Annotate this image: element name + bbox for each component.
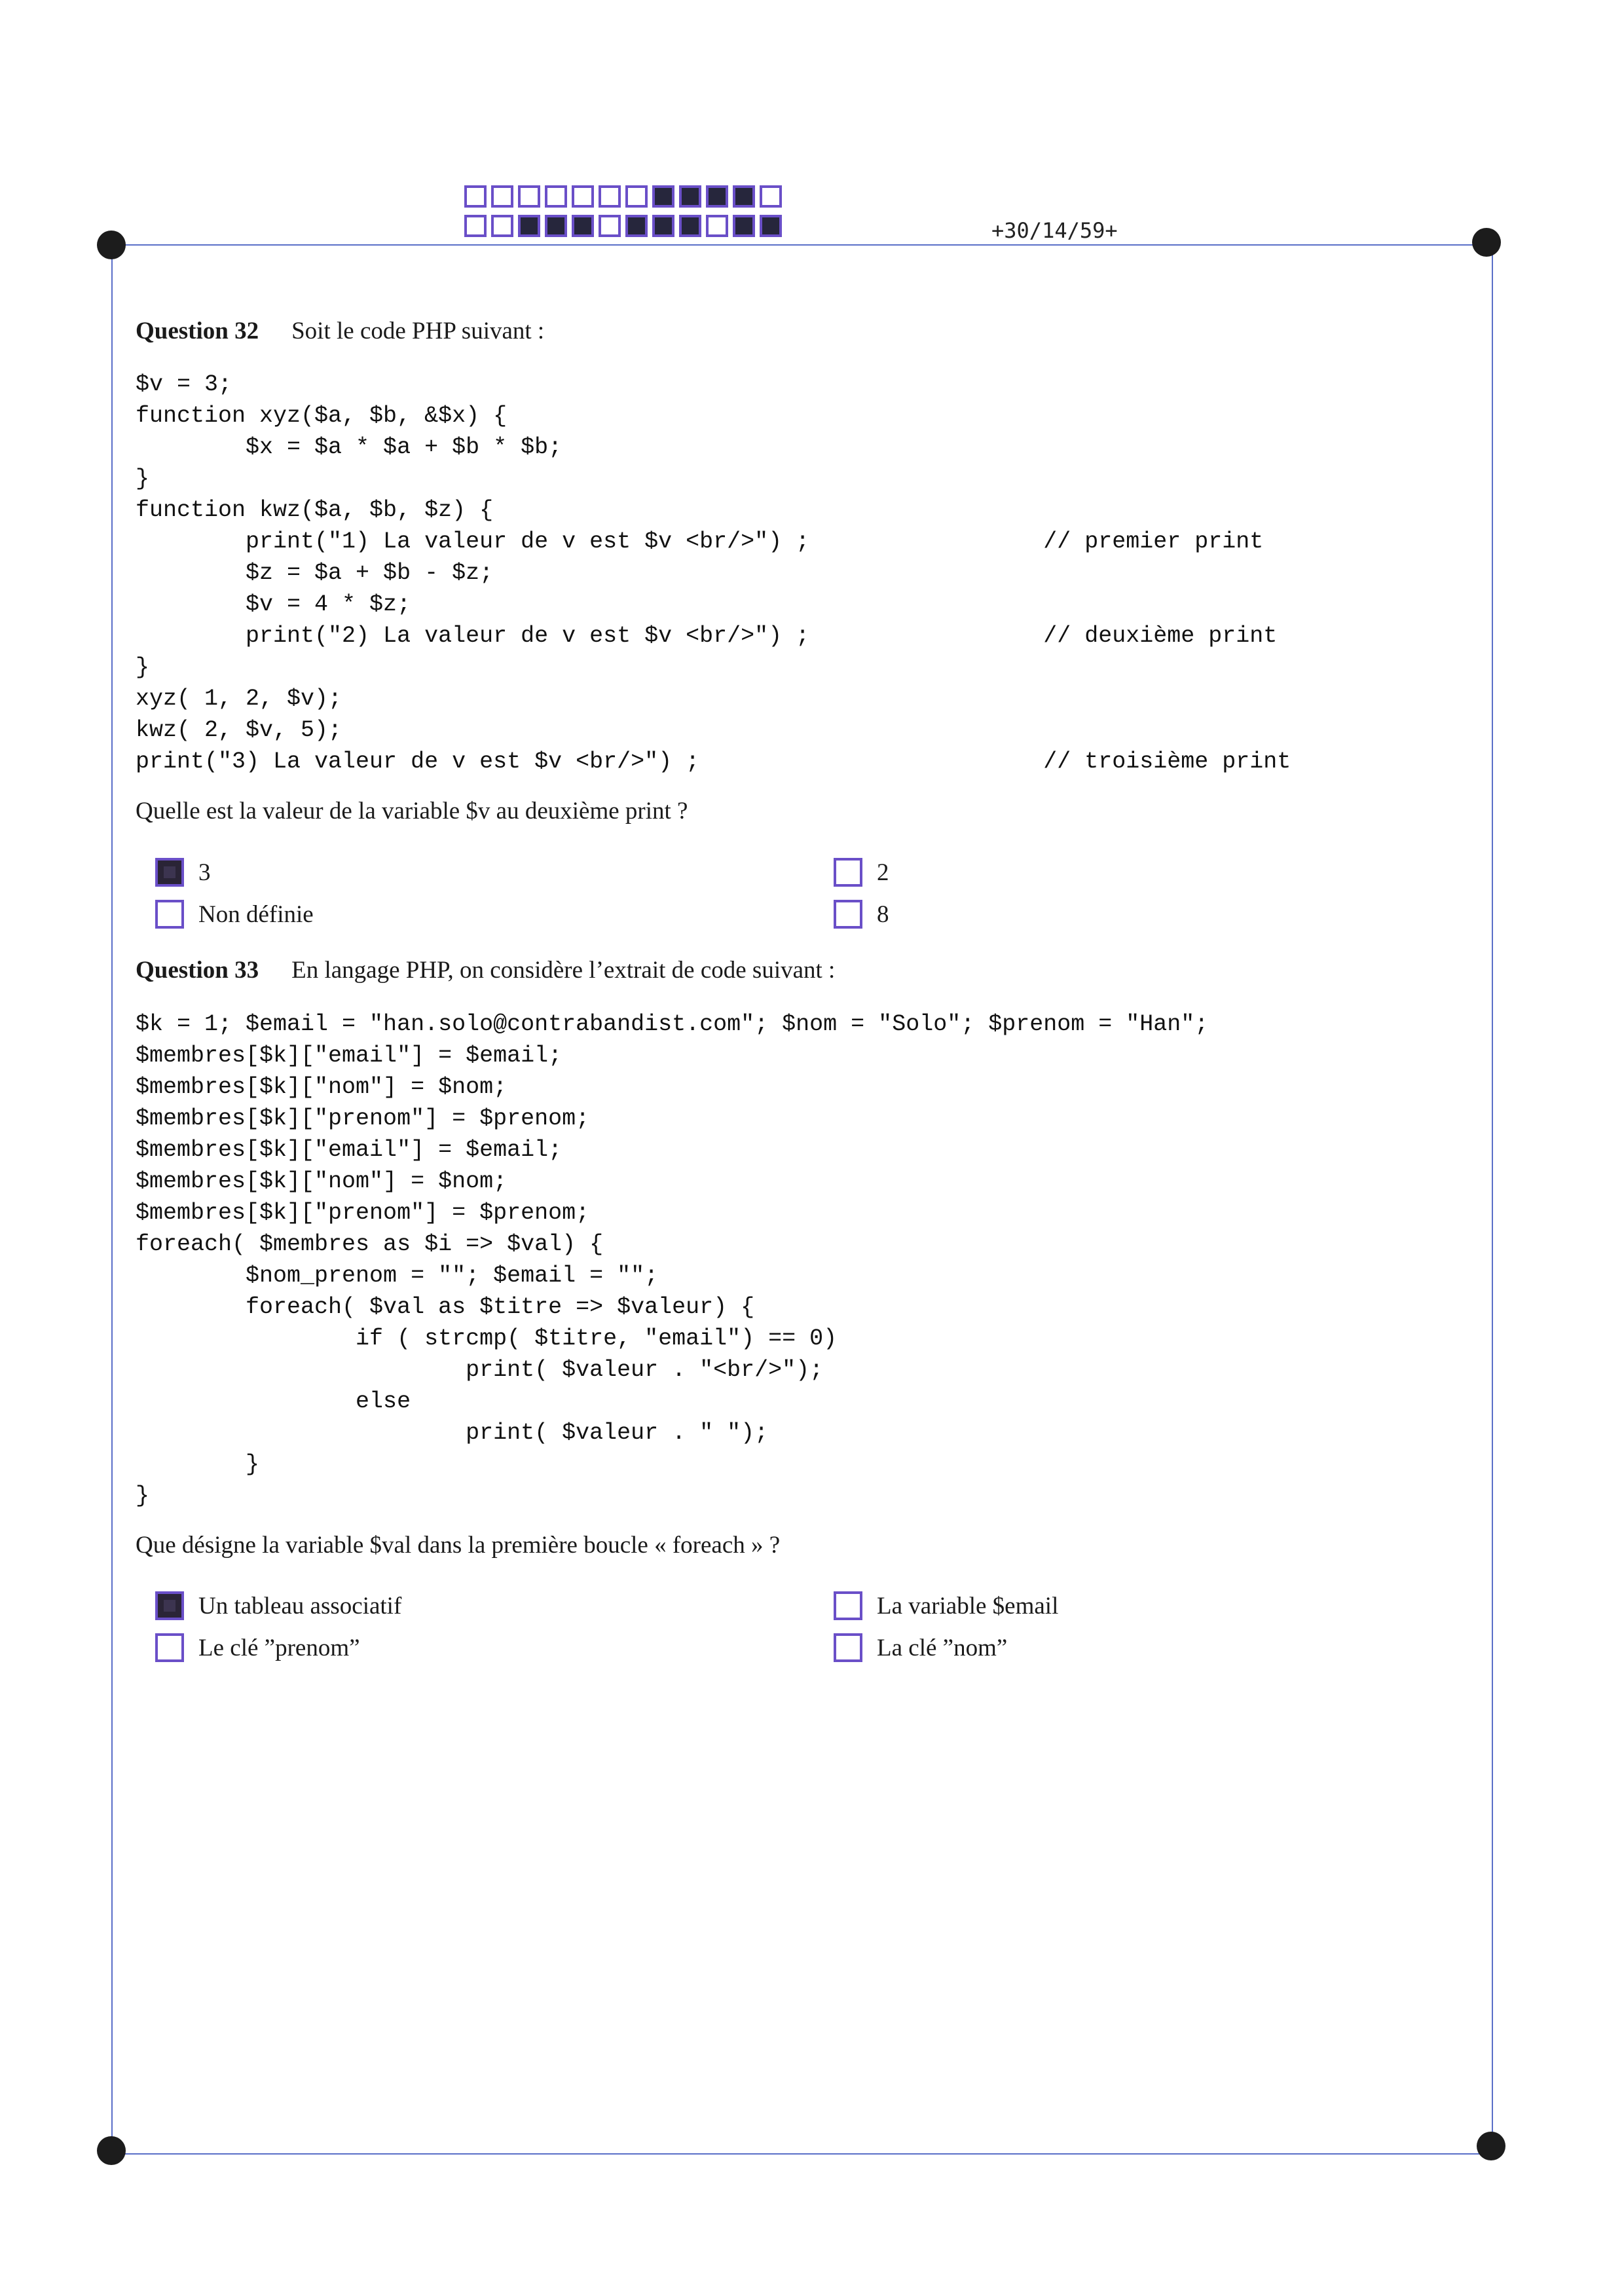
question-intro: En langage PHP, on considère l’extrait de code suivant : (291, 957, 836, 984)
question-33-title (136, 956, 835, 984)
barcode-cell (464, 215, 487, 237)
barcode-cell (572, 215, 594, 237)
barcode-cell (760, 215, 782, 237)
barcode-cell (625, 215, 648, 237)
barcode-cell (652, 215, 674, 237)
q32-option-b[interactable] (834, 858, 889, 887)
q33-option-c[interactable] (155, 1633, 360, 1662)
option-label: Non définie (198, 900, 314, 928)
barcode-cell (545, 215, 567, 237)
barcode-row-2 (464, 215, 782, 237)
option-label: 8 (877, 900, 889, 928)
q32-code-block: $v = 3; function xyz($a, $b, &$x) { $x = $a * $a + $b * $b; } function kwz($a, $b, $z) { print("1) La valeur de v est $v <br/>") ; // premier print $z = $a + $b - $z; $v = 4 * $z; print("2) La valeur de v est $v <br/>") ; // deuxième print } xyz( 1, 2, $v); kwz( 2, $v, 5); print("3) La valeur de v est $v <br/>") ; // troisième print (136, 371, 1291, 775)
checkbox[interactable] (834, 858, 862, 887)
barcode-cell (518, 185, 540, 208)
option-label: 3 (198, 859, 211, 886)
barcode-cell (706, 215, 728, 237)
q32-option-d[interactable] (834, 900, 889, 929)
barcode-cell (572, 185, 594, 208)
option-label: La clé ”nom” (877, 1634, 1008, 1661)
q33-option-b[interactable] (834, 1591, 1058, 1620)
question-32-title (136, 317, 544, 345)
page-id: +30/14/59+ (991, 218, 1118, 243)
checkbox[interactable] (155, 858, 184, 887)
checkbox[interactable] (155, 1591, 184, 1620)
barcode-cell (599, 185, 621, 208)
corner-mark-top-right (1472, 228, 1501, 257)
option-label: La variable $email (877, 1592, 1059, 1620)
barcode-cell (679, 185, 701, 208)
question-number: Question 32 (136, 318, 259, 344)
barcode-cell (733, 215, 755, 237)
barcode-cell (652, 185, 674, 208)
corner-mark-top-left (97, 231, 126, 259)
barcode-cell (491, 215, 513, 237)
barcode-cell (491, 185, 513, 208)
q33-code-block: $k = 1; $email = "han.solo@contrabandist.com"; $nom = "Solo"; $prenom = "Han"; $membres[$k]["email"] = $email; $membres[$k]["nom"] = $nom; $membres[$k]["prenom"] = $prenom; $membres[$k]["email"] = $email; $membres[$k]["nom"] = $nom; $membres[$k]["prenom"] = $prenom; foreach( $membres as $i => $val) { $nom_prenom = ""; $email = ""; foreach( $val as $titre => $valeur) { if ( strcmp( $titre, "email") == 0) print( $valeur . "<br/>"); else print( $valeur . " "); } } (136, 1011, 1209, 1509)
barcode-cell (599, 215, 621, 237)
barcode-cell (518, 215, 540, 237)
corner-mark-bottom-right (1477, 2132, 1505, 2160)
barcode-cell (625, 185, 648, 208)
q33-option-d[interactable] (834, 1633, 1007, 1662)
option-label: Un tableau associatif (198, 1592, 402, 1620)
checkbox[interactable] (834, 900, 862, 929)
q32-question: Quelle est la valeur de la variable $v au deuxième print ? (136, 798, 688, 824)
checkbox[interactable] (834, 1633, 862, 1662)
q32-option-a[interactable] (155, 858, 211, 887)
checkbox[interactable] (155, 1633, 184, 1662)
question-number: Question 33 (136, 957, 259, 984)
checkbox[interactable] (155, 900, 184, 929)
barcode-cell (679, 215, 701, 237)
barcode-row-1 (464, 185, 782, 208)
barcode-cell (706, 185, 728, 208)
checkbox[interactable] (834, 1591, 862, 1620)
option-label: Le clé ”prenom” (198, 1634, 360, 1661)
corner-mark-bottom-left (97, 2136, 126, 2165)
barcode-cell (464, 185, 487, 208)
question-intro: Soit le code PHP suivant : (291, 318, 545, 344)
q33-option-a[interactable] (155, 1591, 401, 1620)
barcode-cell (545, 185, 567, 208)
q33-question: Que désigne la variable $val dans la première boucle « foreach » ? (136, 1532, 781, 1559)
barcode-cell (760, 185, 782, 208)
barcode-cell (733, 185, 755, 208)
option-label: 2 (877, 859, 889, 886)
q32-option-c[interactable] (155, 900, 314, 929)
